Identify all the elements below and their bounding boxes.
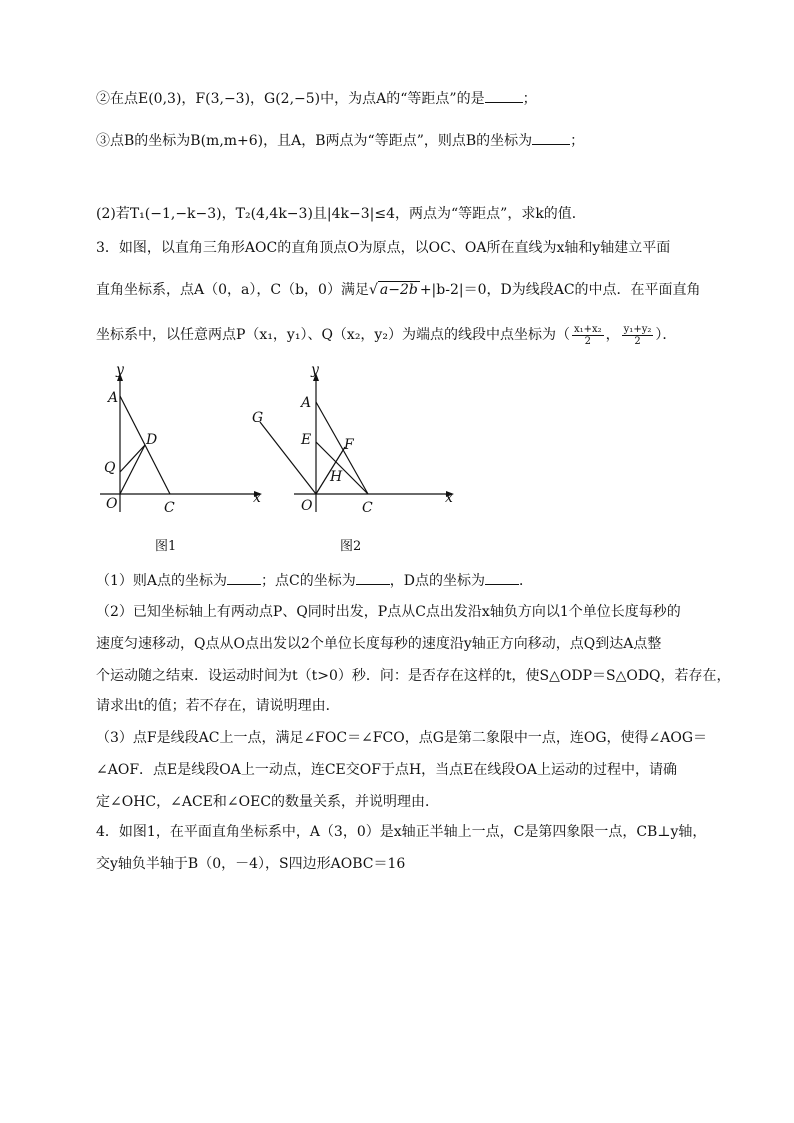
- answer-blank: [227, 570, 261, 585]
- label-h: H: [330, 469, 343, 485]
- label-e: E: [301, 432, 312, 448]
- question-4-line1: 4．如图1，在平面直角坐标系中，A（3，0）是x轴正半轴上一点，C是第四象限一点，CB⊥y轴，: [96, 824, 707, 840]
- segment-ce: [316, 442, 368, 494]
- text-segment: （1）则A点的坐标为: [96, 573, 228, 589]
- line-part-2: (2)若T₁(−1,−k−3)，T₂(4,4k−3)且|4k−3|≤4，两点为“等距点”，求k的值．: [96, 206, 586, 222]
- label-y: y: [311, 362, 319, 378]
- label-o: O: [106, 496, 118, 512]
- label-o: O: [301, 498, 313, 514]
- label-c: C: [164, 500, 175, 516]
- label-y: y: [116, 362, 124, 378]
- sub-question-2-line4: 请求出t的值；若不存在，请说明理由．: [96, 698, 340, 714]
- figure-2: [244, 362, 464, 524]
- text-segment: ；: [522, 91, 537, 107]
- label-a: A: [108, 390, 119, 406]
- fraction-numerator: x₁+x₂: [573, 323, 602, 335]
- label-c: C: [362, 500, 373, 516]
- line-point-b: [96, 130, 584, 151]
- label-q: Q: [104, 460, 116, 476]
- segment-od: [120, 445, 145, 494]
- sub-question-3-line2: ∠AOF．点E是线段OA上一动点，连CE交OF于点H，当点E在线段OA上运动的过程中，请确: [96, 762, 677, 778]
- sub-question-3-line1: （3）点F是线段AC上一点，满足∠FOC＝∠FCO，点G是第二象限中一点，连OG，使得∠AOG＝: [96, 730, 708, 746]
- text-segment: 直角坐标系，点A（0，a），C（b，0）满足: [96, 282, 369, 298]
- fraction-x: [572, 324, 604, 347]
- answer-blank: [532, 130, 570, 145]
- text-segment: 坐标系中，以任意两点P（x₁，y₁）、Q（x₂，y₂）为端点的线段中点坐标为（: [96, 327, 570, 343]
- q3-intro-line2: 直角坐标系，点A（0，a），C（b，0）满足√ a−2b +|b-2|＝0，D为线段AC的中点．在平面直角: [96, 282, 701, 298]
- text-segment: ，D点的坐标为: [389, 573, 485, 589]
- answer-blank: [485, 88, 523, 103]
- text-segment: ）．: [655, 327, 677, 343]
- text-segment: ③点B的坐标为B(m,m+6)，且A，B两点为“等距点”，则点B的坐标为: [96, 133, 533, 149]
- fraction-y: [622, 324, 654, 347]
- sub-question-3-line3: 定∠OHC，∠ACE和∠OEC的数量关系，并说明理由．: [96, 794, 440, 810]
- q3-intro-line3: [96, 322, 676, 348]
- text-segment: +|b-2|＝0，D为线段AC的中点．在平面直角: [419, 282, 701, 298]
- line-equidistant-points: [96, 88, 537, 109]
- sub-question-2-line1: （2）已知坐标轴上有两动点P、Q同时出发，P点从C点出发沿x轴负方向以1个单位长度每秒的: [96, 604, 681, 620]
- fraction-denominator: 2: [634, 335, 641, 347]
- answer-blank: [356, 570, 390, 585]
- text-segment: ，: [605, 327, 620, 343]
- text-segment: ；点C的坐标为: [261, 573, 356, 589]
- figure-1-caption: 图1: [155, 539, 177, 554]
- fraction-numerator: y₁+y₂: [623, 323, 652, 335]
- text-segment: ；: [570, 133, 585, 149]
- sub-question-2-line2: 速度匀速移动，Q点从O点出发以2个单位长度每秒的速度沿y轴正方向移动，点Q到达A点整: [96, 636, 662, 652]
- text-segment: ②在点E(0,3)，F(3,−3)，G(2,−5)中，为点A的“等距点”的是: [96, 91, 485, 107]
- q3-intro-line1: 3．如图，以直角三角形AOC的直角顶点O为原点，以OC、OA所在直线为x轴和y轴建立平面: [96, 240, 671, 256]
- answer-blank: [485, 570, 519, 585]
- label-x: x: [445, 490, 453, 506]
- sub-question-2-line3: 个运动随之结束．设运动时间为t（t>0）秒．问：是否存在这样的t，使S△ODP＝S△ODQ，若存在，: [96, 668, 731, 684]
- label-x: x: [253, 490, 261, 506]
- sub-question-1: [96, 570, 533, 591]
- fraction-denominator: 2: [584, 335, 591, 347]
- label-a: A: [301, 395, 312, 411]
- label-d: D: [146, 432, 158, 448]
- question-4-line2: 交y轴负半轴于B（0，－4），S四边形AOBC＝16: [96, 856, 406, 872]
- label-f: F: [344, 437, 354, 453]
- sqrt-expression: a−2b: [379, 282, 418, 298]
- figure-2-caption: 图2: [340, 539, 362, 554]
- segment-qd: [120, 445, 145, 472]
- text-segment: ．: [518, 573, 533, 589]
- label-g: G: [252, 410, 264, 426]
